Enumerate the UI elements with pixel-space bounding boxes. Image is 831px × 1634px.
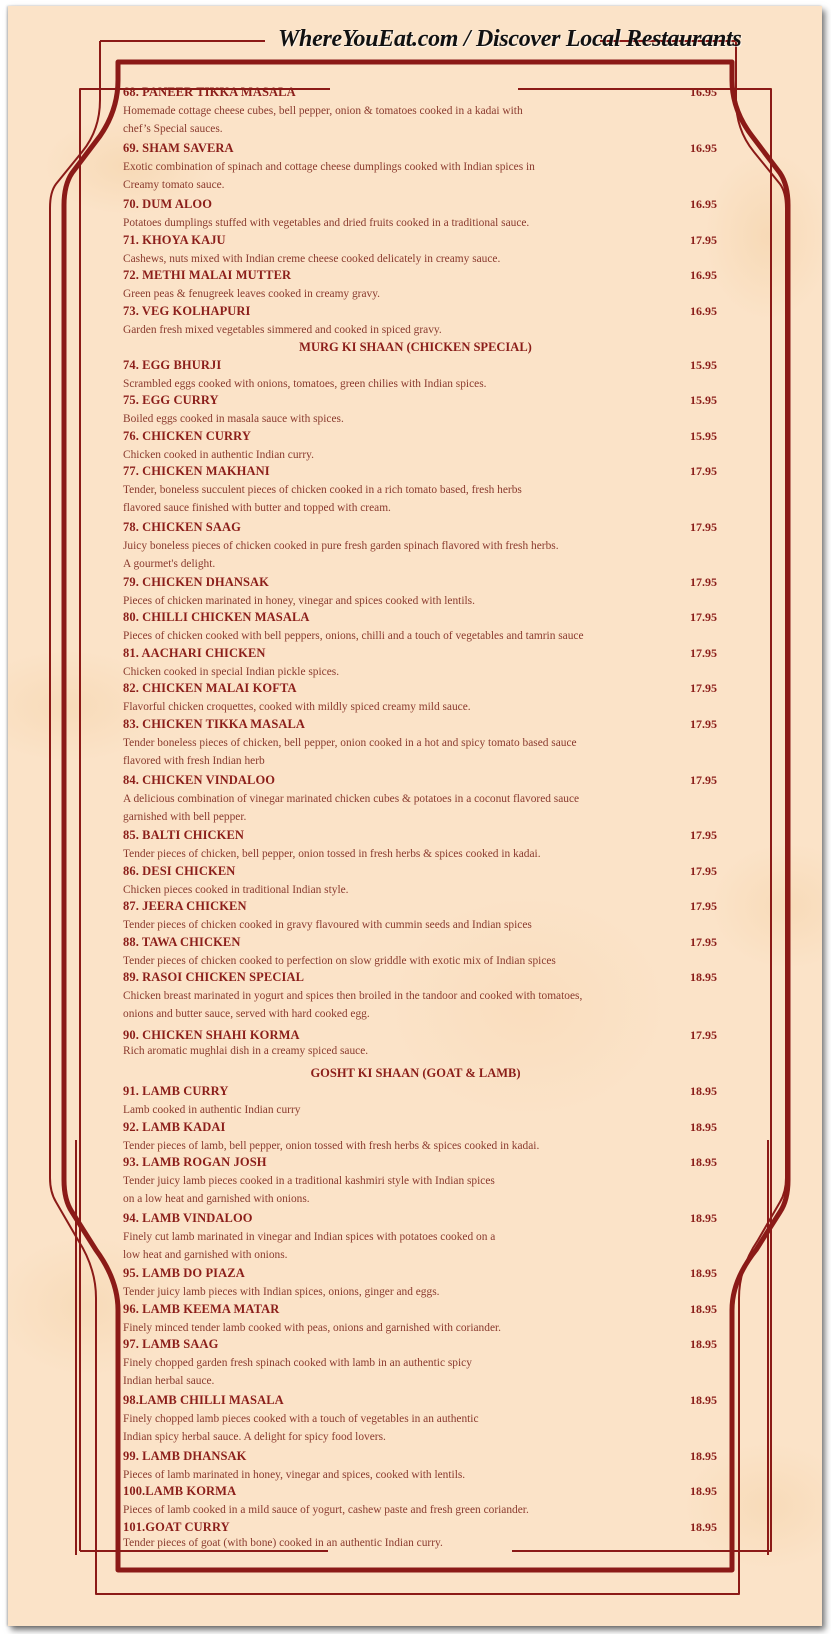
menu-item-title: 97. LAMB SAAG: [123, 1337, 219, 1351]
menu-item-title: 75. EGG CURRY: [123, 393, 219, 407]
menu-item-title: 87. JEERA CHICKEN: [123, 899, 247, 913]
menu-item-description: Chicken pieces cooked in traditional Indian style.: [123, 884, 349, 896]
menu-item-title: 86. DESI CHICKEN: [123, 864, 236, 878]
menu-item-title: 83. CHICKEN TIKKA MASALA: [123, 717, 306, 731]
menu-item-title: 81. AACHARI CHICKEN: [123, 646, 266, 660]
menu-item-description: Pieces of chicken marinated in honey, vinegar and spices cooked with lentils.: [123, 595, 475, 607]
menu-item-title: 78. CHICKEN SAAG: [123, 520, 241, 534]
menu-item-price: 16.95: [690, 141, 717, 155]
menu-item-price: 16.95: [690, 268, 717, 282]
menu-item-description: Flavorful chicken croquettes, cooked with mildly spiced creamy mild sauce.: [123, 701, 471, 713]
menu-item-price: 17.95: [690, 1028, 717, 1042]
menu-item-title: 90. CHICKEN SHAHI KORMA: [123, 1028, 300, 1042]
menu-item-title: 74. EGG BHURJI: [123, 358, 222, 372]
menu-item-title: 101.GOAT CURRY: [123, 1520, 230, 1534]
menu-item-description: Tender pieces of chicken cooked to perfection on slow griddle with exotic mix of Indian spices: [123, 955, 556, 967]
menu-item-price: 17.95: [690, 717, 717, 731]
menu-item-price: 15.95: [690, 393, 717, 407]
menu-item-description: Finely chopped garden fresh spinach cooked with lamb in an authentic spicy: [123, 1357, 472, 1369]
menu-item-title: 100.LAMB KORMA: [123, 1484, 237, 1498]
menu-item-description: Tender boneless pieces of chicken, bell pepper, onion cooked in a hot and spicy tomato based sauce: [123, 737, 577, 749]
menu-item-description: Tender pieces of chicken, bell pepper, onion tossed in fresh herbs & spices cooked in kadai.: [123, 848, 541, 860]
menu-item-price: 17.95: [690, 233, 717, 247]
menu-item-title: 69. SHAM SAVERA: [123, 141, 234, 155]
menu-item-price: 18.95: [690, 1211, 717, 1225]
menu-item-description: Potatoes dumplings stuffed with vegetables and dried fruits cooked in a traditional sauce.: [123, 217, 530, 229]
menu-item-description: Tender pieces of lamb, bell pepper, onion tossed with fresh herbs & spices cooked in kadai.: [123, 1140, 540, 1152]
menu-item-description: Chicken breast marinated in yogurt and spices then broiled in the tandoor and cooked with tomatoes,: [123, 990, 583, 1002]
menu-item-description: Pieces of chicken cooked with bell peppers, onions, chilli and a touch of vegetables and tamrin sauce: [123, 630, 584, 642]
menu-item-price: 17.95: [690, 464, 717, 478]
menu-item-description: flavored with fresh Indian herb: [123, 755, 265, 767]
menu-item-price: 17.95: [690, 773, 717, 787]
menu-item-price: 17.95: [690, 935, 717, 949]
menu-item-description: Scrambled eggs cooked with onions, tomatoes, green chilies with Indian spices.: [123, 378, 487, 390]
menu-item-title: 72. METHI MALAI MUTTER: [123, 268, 292, 282]
menu-item-description: Tender juicy lamb pieces cooked in a traditional kashmiri style with Indian spices: [123, 1175, 495, 1187]
menu-item-description: flavored sauce finished with butter and topped with cream.: [123, 502, 391, 514]
menu-item-price: 18.95: [690, 970, 717, 984]
menu-item-title: 82. CHICKEN MALAI KOFTA: [123, 681, 297, 695]
menu-item-description: Indian herbal sauce.: [123, 1375, 215, 1387]
menu-item-description: Homemade cottage cheese cubes, bell pepper, onion & tomatoes cooked in a kadai with: [123, 105, 523, 117]
menu-item-description: A delicious combination of vinegar marinated chicken cubes & potatoes in a coconut flavored sauce: [123, 793, 580, 805]
section-heading: GOSHT KI SHAAN (GOAT & LAMB): [310, 1066, 521, 1080]
menu-item-price: 15.95: [690, 429, 717, 443]
menu-item-price: 16.95: [690, 304, 717, 318]
section-heading: MURG KI SHAAN (CHICKEN SPECIAL): [299, 340, 532, 354]
menu-item-title: 96. LAMB KEEMA MATAR: [123, 1302, 280, 1316]
menu-item-title: 77. CHICKEN MAKHANI: [123, 464, 270, 478]
menu-item-description: Chicken cooked in special Indian pickle spices.: [123, 666, 340, 678]
menu-item-price: 18.95: [690, 1302, 717, 1316]
menu-item-price: 17.95: [690, 575, 717, 589]
menu-item-description: low heat and garnished with onions.: [123, 1249, 288, 1261]
menu-item-description: garnished with bell pepper.: [123, 811, 247, 823]
menu-item-price: 18.95: [690, 1337, 717, 1351]
menu-item-description: Boiled eggs cooked in masala sauce with spices.: [123, 413, 344, 425]
menu-item-description: Juicy boneless pieces of chicken cooked in pure fresh garden spinach flavored with fresh herbs.: [123, 540, 559, 552]
menu-item-title: 95. LAMB DO PIAZA: [123, 1266, 245, 1280]
menu-item-price: 18.95: [690, 1484, 717, 1498]
menu-item-price: 18.95: [690, 1084, 717, 1098]
menu-item-title: 70. DUM ALOO: [123, 197, 213, 211]
menu-item-price: 18.95: [690, 1120, 717, 1134]
menu-item-price: 17.95: [690, 610, 717, 624]
menu-item-price: 18.95: [690, 1155, 717, 1169]
menu-item-price: 17.95: [690, 646, 717, 660]
menu-item-price: 17.95: [690, 520, 717, 534]
menu-item-description: A gourmet's delight.: [123, 558, 216, 570]
menu-item-title: 85. BALTI CHICKEN: [123, 828, 245, 842]
menu-item-price: 17.95: [690, 828, 717, 842]
menu-item-price: 18.95: [690, 1449, 717, 1463]
menu-item-price: 17.95: [690, 681, 717, 695]
menu-item-price: 17.95: [690, 899, 717, 913]
menu-item-title: 92. LAMB KADAI: [123, 1120, 226, 1134]
menu-item-title: 79. CHICKEN DHANSAK: [123, 575, 270, 589]
menu-item-title: 84. CHICKEN VINDALOO: [123, 773, 276, 787]
menu-item-description: Finely minced tender lamb cooked with peas, onions and garnished with coriander.: [123, 1322, 502, 1334]
menu-item-description: onions and butter sauce, served with hard cooked egg.: [123, 1008, 370, 1020]
menu-item-title: 91. LAMB CURRY: [123, 1084, 229, 1098]
menu-item-description: Finely cut lamb marinated in vinegar and Indian spices with potatoes cooked on a: [123, 1231, 496, 1243]
menu-item-description: on a low heat and garnished with onions.: [123, 1193, 310, 1205]
menu-item-price: 16.95: [690, 197, 717, 211]
menu-item-description: Cashews, nuts mixed with Indian creme cheese cooked delicately in creamy sauce.: [123, 253, 501, 265]
menu-item-price: 18.95: [690, 1520, 717, 1534]
menu-item-description: Tender, boneless succulent pieces of chicken cooked in a rich tomato based, fresh herbs: [123, 484, 522, 496]
menu-item-title: 99. LAMB DHANSAK: [123, 1449, 247, 1463]
menu-item-description: Lamb cooked in authentic Indian curry: [123, 1104, 301, 1116]
menu-item-title: 88. TAWA CHICKEN: [123, 935, 241, 949]
menu-item-description: Chicken cooked in authentic Indian curry.: [123, 449, 314, 461]
menu-item-description: Pieces of lamb marinated in honey, vinegar and spices, cooked with lentils.: [123, 1469, 466, 1481]
menu-item-description: Exotic combination of spinach and cottage cheese dumplings cooked with Indian spices in: [123, 161, 535, 173]
menu-item-price: 18.95: [690, 1393, 717, 1407]
menu-item-title: 68. PANEER TIKKA MASALA: [123, 85, 296, 99]
menu-item-price: 17.95: [690, 864, 717, 878]
menu-item-price: 18.95: [690, 1266, 717, 1280]
menu-item-description: chef’s Special sauces.: [123, 123, 223, 135]
menu-item-description: Pieces of lamb cooked in a mild sauce of yogurt, cashew paste and fresh green coriander.: [123, 1504, 529, 1516]
menu-item-description: Rich aromatic mughlai dish in a creamy spiced sauce.: [123, 1045, 369, 1057]
menu-item-title: 73. VEG KOLHAPURI: [123, 304, 251, 318]
menu-item-title: 80. CHILLI CHICKEN MASALA: [123, 610, 310, 624]
menu-item-description: Indian spicy herbal sauce. A delight for spicy food lovers.: [123, 1431, 386, 1443]
menu-item-title: 98.LAMB CHILLI MASALA: [123, 1393, 284, 1407]
menu-item-description: Finely chopped lamb pieces cooked with a touch of vegetables in an authentic: [123, 1413, 479, 1425]
menu-item-description: Tender pieces of chicken cooked in gravy flavoured with cummin seeds and Indian spices: [123, 919, 532, 931]
site-watermark: WhereYouEat.com / Discover Local Restaurants: [278, 26, 742, 52]
menu-item-description: Green peas & fenugreek leaves cooked in creamy gravy.: [123, 288, 381, 300]
menu-item-description: Tender pieces of goat (with bone) cooked in an authentic Indian curry.: [123, 1537, 443, 1549]
menu-item-title: 71. KHOYA KAJU: [123, 233, 226, 247]
menu-item-title: 93. LAMB ROGAN JOSH: [123, 1155, 267, 1169]
menu-item-description: Creamy tomato sauce.: [123, 179, 225, 191]
menu-item-description: Garden fresh mixed vegetables simmered and cooked in spiced gravy.: [123, 324, 442, 336]
menu-item-price: 15.95: [690, 358, 717, 372]
menu-item-title: 89. RASOI CHICKEN SPECIAL: [123, 970, 305, 984]
menu-item-description: Tender juicy lamb pieces with Indian spices, onions, ginger and eggs.: [123, 1286, 440, 1298]
menu-item-price: 16.95: [690, 85, 717, 99]
menu-item-title: 94. LAMB VINDALOO: [123, 1211, 253, 1225]
menu-item-title: 76. CHICKEN CURRY: [123, 429, 251, 443]
